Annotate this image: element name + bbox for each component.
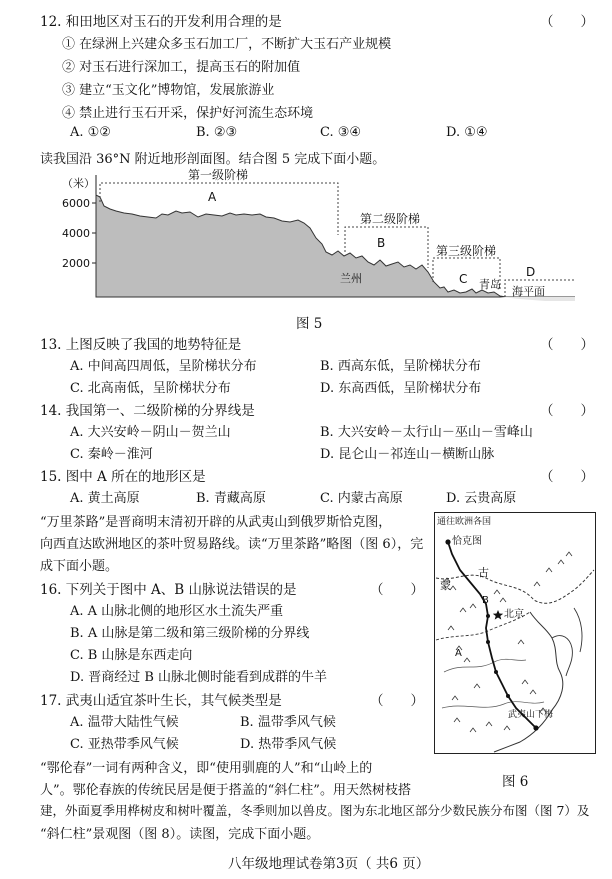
q12-answer-paren: （ ） <box>540 14 594 30</box>
fig5-step3-label: 第三级阶梯 <box>436 244 497 258</box>
fig6-wuyi: 武夷山下梅 <box>508 710 554 720</box>
fig5-city-lanzhou: 兰州 <box>340 272 362 285</box>
q16-option-d: D. 晋商经过 B 山脉北侧时能看到成群的牛羊 <box>70 670 328 685</box>
fig6-city-beijing: 北京 <box>504 609 524 620</box>
q15-stem: 15. 图中 A 所在的地形区是 <box>40 469 206 485</box>
fig5-step2-label: 第二级阶梯 <box>360 212 421 226</box>
q14-stem: 14. 我国第一、二级阶梯的分界线是 <box>40 403 255 419</box>
q16-option-b: B. A 山脉是第二级和第三级阶梯的分界线 <box>70 626 310 641</box>
fig6-label-b: B <box>482 595 489 606</box>
q12-item-2: ② 对玉石进行深加工，提高玉石的附加值 <box>62 60 301 75</box>
q15-option-b: B. 青藏高原 <box>196 491 266 506</box>
fig5-label-d: D <box>526 265 536 279</box>
fig5-y-unit: （米） <box>62 177 95 190</box>
q12-option-c: C. ③④ <box>320 125 362 140</box>
fig6-caption: 图 6 <box>502 774 529 790</box>
fig5-label-b: B <box>377 236 386 250</box>
fig6-intro-line-3: 成下面小题。 <box>40 559 119 574</box>
q12-item-3: ③ 建立“玉文化”博物馆，发展旅游业 <box>62 83 275 98</box>
fig6-label-meng: 蒙 <box>440 579 451 592</box>
fig6-city-kiakhta: 恰克图 <box>452 536 482 547</box>
q14-option-d: D. 昆仑山－祁连山－横断山脉 <box>320 447 495 462</box>
q15-option-c: C. 内蒙古高原 <box>320 491 403 506</box>
q17-option-a: A. 温带大陆性气候 <box>70 715 179 730</box>
q12-option-a: A. ①② <box>70 125 111 140</box>
fig5-ytick-2000: 2000 <box>62 257 90 270</box>
fig7-intro-line-4: “斜仁柱”景观图（图 8）。读图，完成下面小题。 <box>40 827 320 842</box>
q13-option-b: B. 西高东低，呈阶梯状分布 <box>320 359 481 374</box>
fig5-intro: 读我国沿 36°N 附近地形剖面图。结合图 5 完成下面小题。 <box>40 152 386 167</box>
q12-item-4: ④ 禁止进行玉石开采，保护好河流生态环境 <box>62 106 314 121</box>
fig6-label-a: A <box>455 648 462 659</box>
q15-option-a: A. 黄土高原 <box>70 491 140 506</box>
q12-option-b: B. ②③ <box>196 125 238 140</box>
q12-stem: 12. 和田地区对玉石的开发利用合理的是 <box>40 14 282 30</box>
fig6-label-gu: 古 <box>478 566 489 579</box>
q12-option-d: D. ①④ <box>446 125 488 140</box>
q15-option-d: D. 云贵高原 <box>446 491 517 506</box>
fig6-intro-line-1: “万里茶路”是晋商明末清初开辟的从武夷山到俄罗斯恰克图， <box>40 515 392 530</box>
fig5-label-a: A <box>208 190 217 204</box>
fig7-intro-line-2: 人”。鄂伦春族的传统民居是便于搭盖的“斜仁柱”。用天然树枝搭 <box>40 783 411 798</box>
fig5-city-qingdao: 青岛 <box>479 278 501 291</box>
q12-item-1: ① 在绿洲上兴建众多玉石加工厂，不断扩大玉石产业规模 <box>62 37 392 52</box>
q13-option-d: D. 东高西低，呈阶梯状分布 <box>320 381 482 396</box>
q15-answer-paren: （ ） <box>540 469 594 485</box>
fig5-ytick-6000: 6000 <box>62 197 90 210</box>
fig7-intro-line-3: 建，外面夏季用桦树皮和树叶覆盖，冬季则加以兽皮。图为东北地区部分少数民族分布图（图 7）及 <box>40 803 590 818</box>
q13-answer-paren: （ ） <box>540 337 594 353</box>
q13-stem: 13. 上图反映了我国的地势特征是 <box>40 337 242 353</box>
q14-option-b: B. 大兴安岭－太行山－巫山－雪峰山 <box>320 425 533 440</box>
q16-answer-paren: （ ） <box>370 582 424 598</box>
q13-option-c: C. 北高南低，呈阶梯状分布 <box>70 381 231 396</box>
fig5-step1-label: 第一级阶梯 <box>188 168 249 182</box>
fig5-sea-level: 海平面 <box>512 285 545 298</box>
q16-option-c: C. B 山脉是东西走向 <box>70 648 193 663</box>
fig5-ytick-4000: 4000 <box>62 227 90 240</box>
q14-option-c: C. 秦岭－淮河 <box>70 447 153 462</box>
q14-answer-paren: （ ） <box>540 403 594 419</box>
page-footer: 八年级地理试卷第3页（ 共6 页） <box>228 856 430 872</box>
q14-option-a: A. 大兴安岭－阴山－贺兰山 <box>70 425 231 440</box>
q17-option-d: D. 热带季风气候 <box>240 737 337 752</box>
q16-stem: 16. 下列关于图中 A、B 山脉说法错误的是 <box>40 582 297 598</box>
fig5-label-c: C <box>459 272 468 286</box>
q17-option-c: C. 亚热带季风气候 <box>70 737 179 752</box>
fig6-intro-line-2: 向西直达欧洲地区的茶叶贸易路线。读“万里茶路”略图（图 6），完 <box>40 537 424 552</box>
fig6-to-europe: 通往欧洲各国 <box>437 517 492 527</box>
q17-answer-paren: （ ） <box>370 693 424 709</box>
q13-option-a: A. 中间高四周低，呈阶梯状分布 <box>70 359 257 374</box>
q17-stem: 17. 武夷山适宜茶叶生长，其气候类型是 <box>40 693 282 709</box>
fig5-caption: 图 5 <box>296 316 323 332</box>
q17-option-b: B. 温带季风气候 <box>240 715 336 730</box>
q16-option-a: A. A 山脉北侧的地形区水土流失严重 <box>70 604 284 619</box>
fig7-intro-line-1: “鄂伦春”一词有两种含义，即“使用驯鹿的人”和“山岭上的 <box>40 761 373 776</box>
